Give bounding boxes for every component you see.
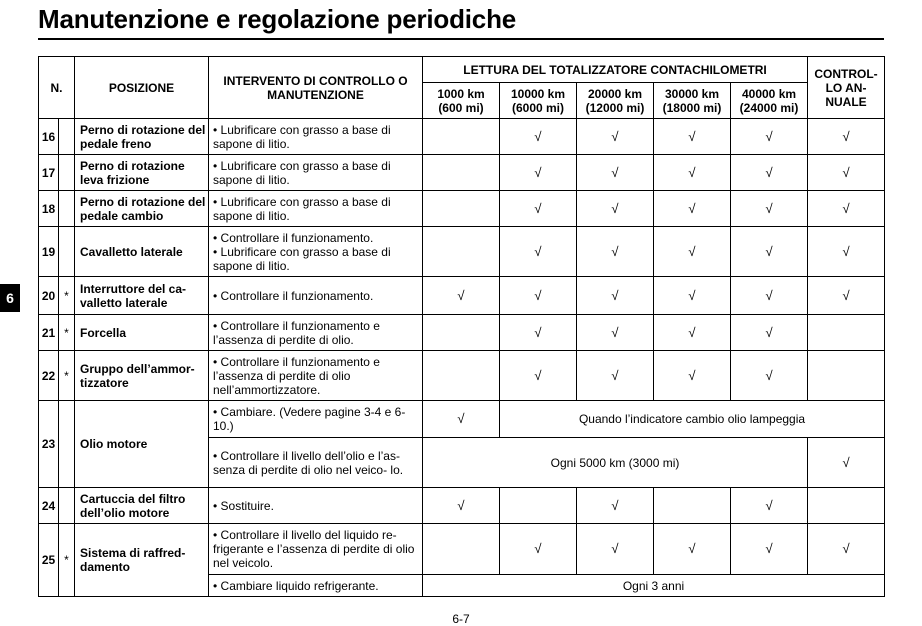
check-mark: √ — [577, 277, 654, 315]
row-action: • Controllare il funzionamento e l’assenza di perdite di olio nell’ammortizzatore. — [209, 351, 423, 401]
interval-km: 10000 km — [510, 86, 566, 101]
action-text: Controllare il funzionamento. — [220, 288, 374, 303]
table-row — [39, 315, 885, 351]
action-text: Controllare il livello dell’olio e l’as- senza di perdite di olio nel veico- lo. — [213, 448, 404, 477]
check-mark: √ — [808, 277, 885, 315]
row-number: 24 — [39, 488, 59, 524]
row-star — [59, 488, 75, 524]
action-text: Lubrificare con grasso a base di sapone di litio. — [213, 158, 391, 187]
row-number: 22 — [39, 351, 59, 401]
check-mark: √ — [654, 191, 731, 227]
row-number: 21 — [39, 315, 59, 351]
table-row — [39, 191, 885, 227]
row-number: 17 — [39, 155, 59, 191]
check-mark: √ — [654, 351, 731, 401]
check-mark: √ — [731, 227, 808, 277]
row-star — [59, 191, 75, 227]
row-number: 25 — [39, 524, 59, 597]
row-star — [59, 155, 75, 191]
row-position: Forcella — [75, 315, 209, 351]
action-text: Cambiare. (Vedere pagine 3-4 e 6-10.) — [213, 405, 406, 433]
row-action: • Controllare il funzionamento e l’assenza di perdite di olio. — [209, 315, 423, 351]
row-action: • Lubrificare con grasso a base di sapone di litio. — [209, 155, 423, 191]
row-position: Gruppo dell’ammor- tizzatore — [75, 351, 209, 401]
row-action: • Controllare il funzionamento. — [209, 277, 423, 315]
check-mark: √ — [808, 191, 885, 227]
interval-km: 1000 km — [437, 86, 485, 101]
check-mark: √ — [577, 191, 654, 227]
check-mark: √ — [500, 119, 577, 155]
row-position: Sistema di raffred- damento — [75, 524, 209, 597]
header-annual: CONTROL- LO AN- NUALE — [808, 57, 885, 119]
check-mark: √ — [654, 524, 731, 575]
check-mark: √ — [731, 191, 808, 227]
check-mark: √ — [500, 277, 577, 315]
row-number: 19 — [39, 227, 59, 277]
check-mark: √ — [808, 524, 885, 575]
check-mark: √ — [731, 277, 808, 315]
check-mark: √ — [731, 351, 808, 401]
row-action: • Controllare il livello del liquido re- frigerante e l’assenza di perdite di olio nel veicolo. — [209, 524, 423, 575]
check-mark: √ — [654, 155, 731, 191]
action-text: Cambiare liquido refrigerante. — [220, 578, 379, 593]
action-text: Controllare il funzionamento e l’assenza di perdite di olio. — [213, 318, 380, 347]
interval-note: Ogni 3 anni — [423, 575, 885, 597]
check-mark: √ — [731, 119, 808, 155]
header-interval — [577, 83, 654, 119]
check-mark: √ — [500, 191, 577, 227]
action-text: Controllare il funzionamento e l’assenza di perdite di olio nell’ammortizzatore. — [213, 354, 380, 397]
row-position: Cartuccia del filtro dell’olio motore — [75, 488, 209, 524]
check-mark: √ — [654, 277, 731, 315]
header-interval — [654, 83, 731, 119]
action-text: Controllare il livello del liquido re- frigerante e l’assenza di perdite di olio nel veicolo. — [213, 528, 415, 570]
row-position: Perno di rotazione del pedale freno — [75, 119, 209, 155]
table-row — [39, 277, 885, 315]
check-mark: √ — [423, 488, 500, 524]
interval-mi: (12000 mi) — [585, 100, 645, 115]
row-star: * — [59, 315, 75, 351]
header-odometer: LETTURA DEL TOTALIZZATORE CONTACHILOMETRI — [423, 57, 808, 83]
interval-mi: (6000 mi) — [511, 100, 565, 115]
page-title: Manutenzione e regolazione periodiche — [38, 4, 517, 34]
check-mark: √ — [577, 155, 654, 191]
header-interval — [731, 83, 808, 119]
check-mark: √ — [577, 351, 654, 401]
row-action: • Controllare il livello dell’olio e l’as- senza di perdite di olio nel veico- lo. — [209, 438, 423, 488]
action-text: Lubrificare con grasso a base di sapone di litio. — [213, 122, 391, 151]
page-number: 6-7 — [452, 612, 470, 626]
row-star: * — [59, 524, 75, 597]
row-action: • Cambiare. (Vedere pagine 3-4 e 6-10.) — [209, 401, 423, 438]
table-row — [39, 488, 885, 524]
check-mark: √ — [423, 277, 500, 315]
action-text: Lubrificare con grasso a base di sapone di litio. — [213, 244, 391, 273]
check-mark: √ — [500, 524, 577, 575]
interval-note: Quando l’indicatore cambio olio lampeggia — [500, 401, 885, 438]
table-row — [39, 351, 885, 401]
action-text: Sostituire. — [220, 498, 274, 513]
row-position: Interruttore del ca- valletto laterale — [75, 277, 209, 315]
check-mark: √ — [654, 227, 731, 277]
check-mark: √ — [500, 227, 577, 277]
check-mark: √ — [500, 351, 577, 401]
table-row — [39, 524, 885, 575]
check-mark: √ — [500, 155, 577, 191]
header-interval — [423, 83, 500, 119]
check-mark: √ — [654, 315, 731, 351]
row-position: Perno di rotazione del pedale cambio — [75, 191, 209, 227]
row-number: 18 — [39, 191, 59, 227]
check-mark: √ — [731, 524, 808, 575]
table-row — [39, 155, 885, 191]
action-text: Lubrificare con grasso a base di sapone di litio. — [213, 194, 391, 223]
row-number: 16 — [39, 119, 59, 155]
row-position: Olio motore — [75, 401, 209, 488]
header-num: N. — [39, 57, 75, 119]
interval-note: Ogni 5000 km (3000 mi) — [423, 438, 808, 488]
check-mark: √ — [808, 438, 885, 488]
row-action: • Lubrificare con grasso a base di sapone di litio. — [209, 119, 423, 155]
header-intervention: INTERVENTO DI CONTROLLO O MANUTENZIONE — [209, 57, 423, 119]
check-mark: √ — [577, 524, 654, 575]
table-row — [39, 227, 885, 277]
row-star — [59, 227, 75, 277]
row-star: * — [59, 277, 75, 315]
check-mark: √ — [577, 119, 654, 155]
row-position: Perno di rotazione leva frizione — [75, 155, 209, 191]
maintenance-table — [38, 56, 885, 597]
check-mark: √ — [731, 155, 808, 191]
action-text: Controllare il funzionamento. — [220, 230, 374, 245]
row-number: 20 — [39, 277, 59, 315]
row-action: • Controllare il funzionamento. • Lubrificare con grasso a base di sapone di litio. — [209, 227, 423, 277]
check-mark: √ — [731, 488, 808, 524]
check-mark: √ — [577, 227, 654, 277]
interval-mi: (600 mi) — [438, 100, 484, 115]
check-mark: √ — [577, 315, 654, 351]
row-star: * — [59, 351, 75, 401]
header-interval — [500, 83, 577, 119]
interval-km: 30000 km — [664, 86, 720, 101]
header-position: POSIZIONE — [75, 57, 209, 119]
table-row — [39, 401, 885, 438]
interval-mi: (18000 mi) — [662, 100, 722, 115]
check-mark: √ — [577, 488, 654, 524]
check-mark: √ — [808, 227, 885, 277]
table-row — [39, 119, 885, 155]
check-mark: √ — [654, 119, 731, 155]
check-mark: √ — [808, 119, 885, 155]
check-mark: √ — [500, 315, 577, 351]
title-rule — [38, 38, 884, 40]
row-position: Cavalletto laterale — [75, 227, 209, 277]
row-number: 23 — [39, 401, 59, 488]
row-action: • Lubrificare con grasso a base di sapone di litio. — [209, 191, 423, 227]
row-action: • Cambiare liquido refrigerante. — [209, 575, 423, 597]
interval-km: 40000 km — [741, 86, 797, 101]
chapter-tab: 6 — [0, 284, 20, 312]
interval-km: 20000 km — [587, 86, 643, 101]
interval-mi: (24000 mi) — [739, 100, 799, 115]
check-mark: √ — [808, 155, 885, 191]
check-mark: √ — [423, 401, 500, 438]
row-star — [59, 119, 75, 155]
row-star — [59, 401, 75, 488]
check-mark: √ — [731, 315, 808, 351]
row-action: • Sostituire. — [209, 488, 423, 524]
